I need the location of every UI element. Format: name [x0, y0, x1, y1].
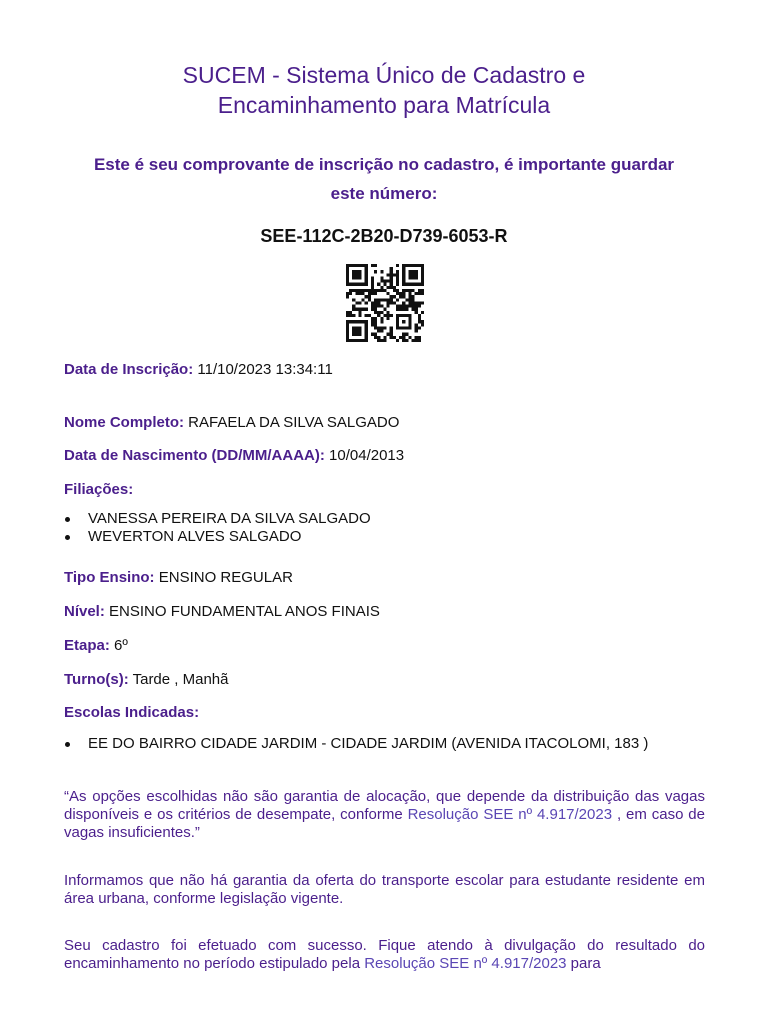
- title-line-2: Encaminhamento para Matrícula: [217, 92, 551, 118]
- nivel-row: [64, 602, 380, 622]
- resolucao-link[interactable]: Resolução SEE nº 4.917/2023: [407, 806, 613, 823]
- nome-row: [64, 413, 399, 433]
- list-item: WEVERTON ALVES SALGADO: [64, 528, 371, 546]
- notice-allocation-text-b: , em caso de vagas insuficientes.”: [64, 806, 705, 841]
- escolas-list: [64, 735, 648, 753]
- filiacoes-label: Filiações:: [64, 481, 134, 498]
- turno-value: Tarde , Manhã: [128, 671, 229, 688]
- subtitle-line-2: este número:: [330, 184, 438, 203]
- nascimento-value: 10/04/2013: [324, 447, 405, 464]
- inscricao-value: 11/10/2023 13:34:11: [193, 361, 333, 378]
- nascimento-row: [64, 446, 404, 466]
- etapa-row: [64, 636, 128, 656]
- notice-allocation-text-a: “As opções escolhidas não são garantia de alocação, que depende da distribuição das vagas disponíveis e os critérios de desempate, conforme: [64, 788, 705, 823]
- notice-transport: Informamos que não há garantia da oferta do transporte escolar para estudante residente em área urbana, conforme legislação vigente.: [64, 872, 705, 907]
- etapa-value: 6º: [109, 637, 128, 654]
- notice-success-text-b: para: [566, 955, 601, 972]
- registration-code: SEE-112C-2B20-D739-6053-R: [260, 226, 508, 246]
- subtitle-line-1: Este é seu comprovante de inscrição no cadastro, é importante guardar: [93, 155, 675, 174]
- qr-code-icon: [345, 264, 425, 342]
- nascimento-label: Data de Nascimento (DD/MM/AAAA):: [64, 447, 325, 464]
- nivel-label: Nível:: [64, 603, 105, 620]
- etapa-label: Etapa:: [64, 637, 110, 654]
- filiacoes-list: [64, 510, 371, 546]
- nome-value: RAFAELA DA SILVA SALGADO: [184, 414, 400, 431]
- filiacoes-row: [64, 480, 133, 500]
- notice-allocation: [64, 788, 705, 842]
- tipo-row: [64, 568, 293, 588]
- page-title: [60, 60, 708, 120]
- inscricao-row: [64, 360, 333, 380]
- nome-label: Nome Completo:: [64, 414, 184, 431]
- list-item: EE DO BAIRRO CIDADE JARDIM - CIDADE JARDIM (AVENIDA ITACOLOMI, 183 ): [64, 735, 648, 753]
- nivel-value: ENSINO FUNDAMENTAL ANOS FINAIS: [104, 603, 380, 620]
- turno-label: Turno(s):: [64, 671, 129, 688]
- tipo-value: ENSINO REGULAR: [154, 569, 293, 586]
- list-item: VANESSA PEREIRA DA SILVA SALGADO: [64, 510, 371, 528]
- title-line-1: SUCEM - Sistema Único de Cadastro e: [182, 62, 586, 88]
- resolucao-link[interactable]: Resolução SEE nº 4.917/2023: [364, 955, 567, 972]
- escolas-row: [64, 703, 199, 723]
- receipt-subtitle: [60, 150, 708, 208]
- notice-success-text-a: Seu cadastro foi efetuado com sucesso. Fique atendo à divulgação do resultado do encaminhamento no período estipulado pela: [64, 937, 705, 972]
- tipo-label: Tipo Ensino:: [64, 569, 155, 586]
- escolas-label: Escolas Indicadas:: [64, 704, 200, 721]
- turno-row: [64, 670, 229, 690]
- notice-success: [64, 937, 705, 973]
- inscricao-label: Data de Inscrição:: [64, 361, 194, 378]
